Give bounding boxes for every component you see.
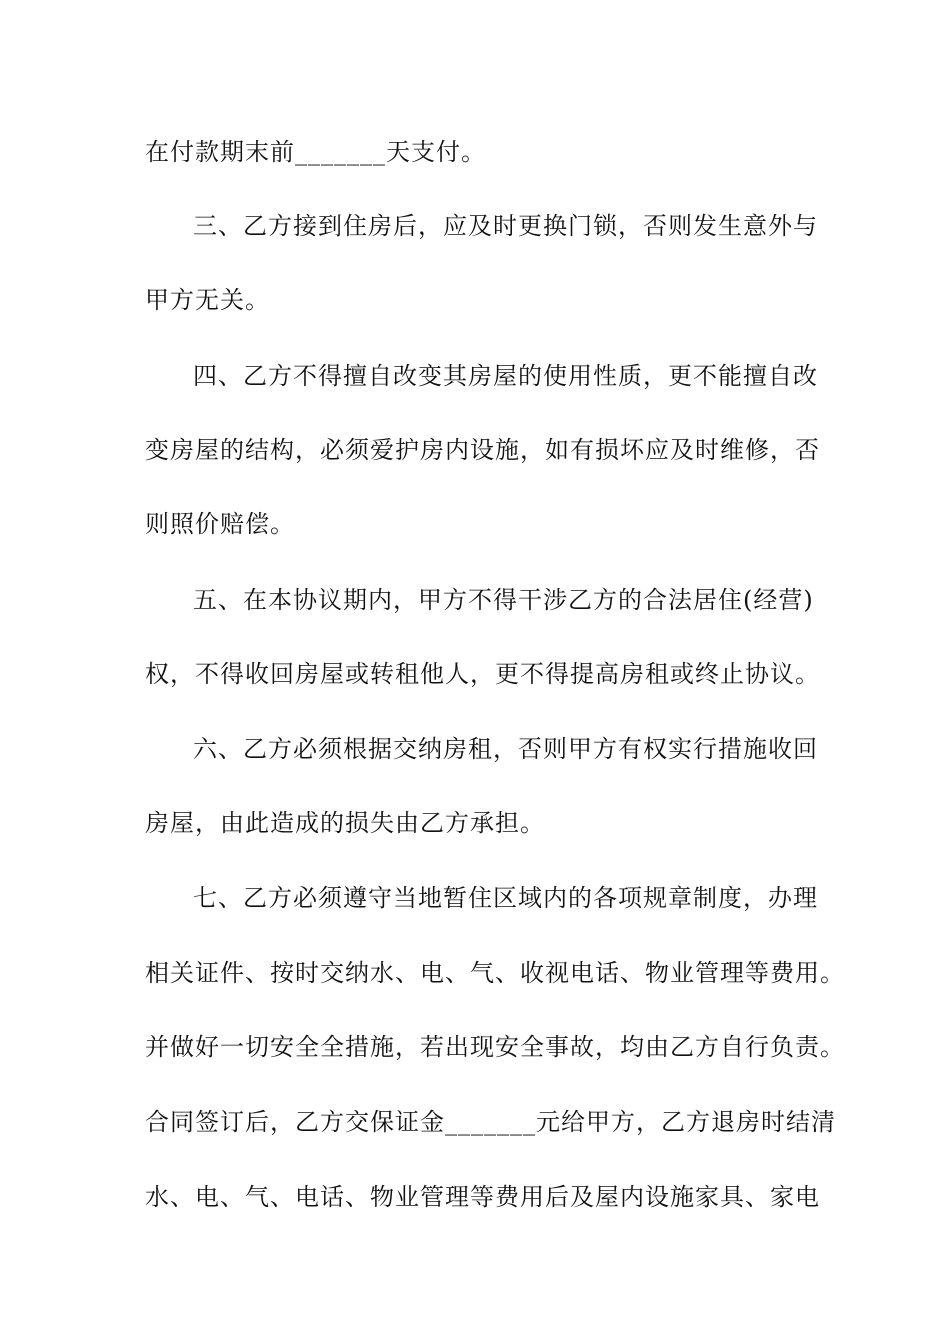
text-line-clause-6-cont: 房屋，由此造成的损失由乙方承担。 xyxy=(145,809,545,837)
text-line-deposit: 合同签订后，乙方交保证金_______元给甲方，乙方退房时结清 xyxy=(145,1108,836,1136)
text-line-clause-7-cont: 相关证件、按时交纳水、电、气、收视电话、物业管理等费用。 xyxy=(145,959,845,987)
text-line-clause-7-safety: 并做好一切安全全措施，若出现安全事故，均由乙方自行负责。 xyxy=(145,1033,845,1061)
text-line-clause-4-cont: 变房屋的结构，必须爱护房内设施，如有损坏应及时维修，否 xyxy=(145,436,820,464)
text-line-deposit-cont: 水、电、气、电话、物业管理等费用后及屋内设施家具、家电 xyxy=(145,1183,820,1211)
text-line-clause-6: 六、乙方必须根据交纳房租，否则甲方有权实行措施收回 xyxy=(193,735,818,763)
text-line-clause-5-cont: 权，不得收回房屋或转租他人，更不得提高房租或终止协议。 xyxy=(145,660,820,688)
text-line-clause-3: 三、乙方接到住房后，应及时更换门锁，否则发生意外与 xyxy=(193,212,818,240)
text-line-clause-5: 五、在本协议期内，甲方不得干涉乙方的合法居住(经营) xyxy=(193,586,814,614)
text-line-payment-deadline: 在付款期末前_______天支付。 xyxy=(145,138,486,166)
text-line-clause-4: 四、乙方不得擅自改变其房屋的使用性质，更不能擅自改 xyxy=(193,362,818,390)
text-line-clause-4-end: 则照价赔偿。 xyxy=(145,510,295,538)
text-line-clause-7: 七、乙方必须遵守当地暂住区域内的各项规章制度，办理 xyxy=(193,884,818,912)
text-line-clause-3-cont: 甲方无关。 xyxy=(145,286,270,314)
